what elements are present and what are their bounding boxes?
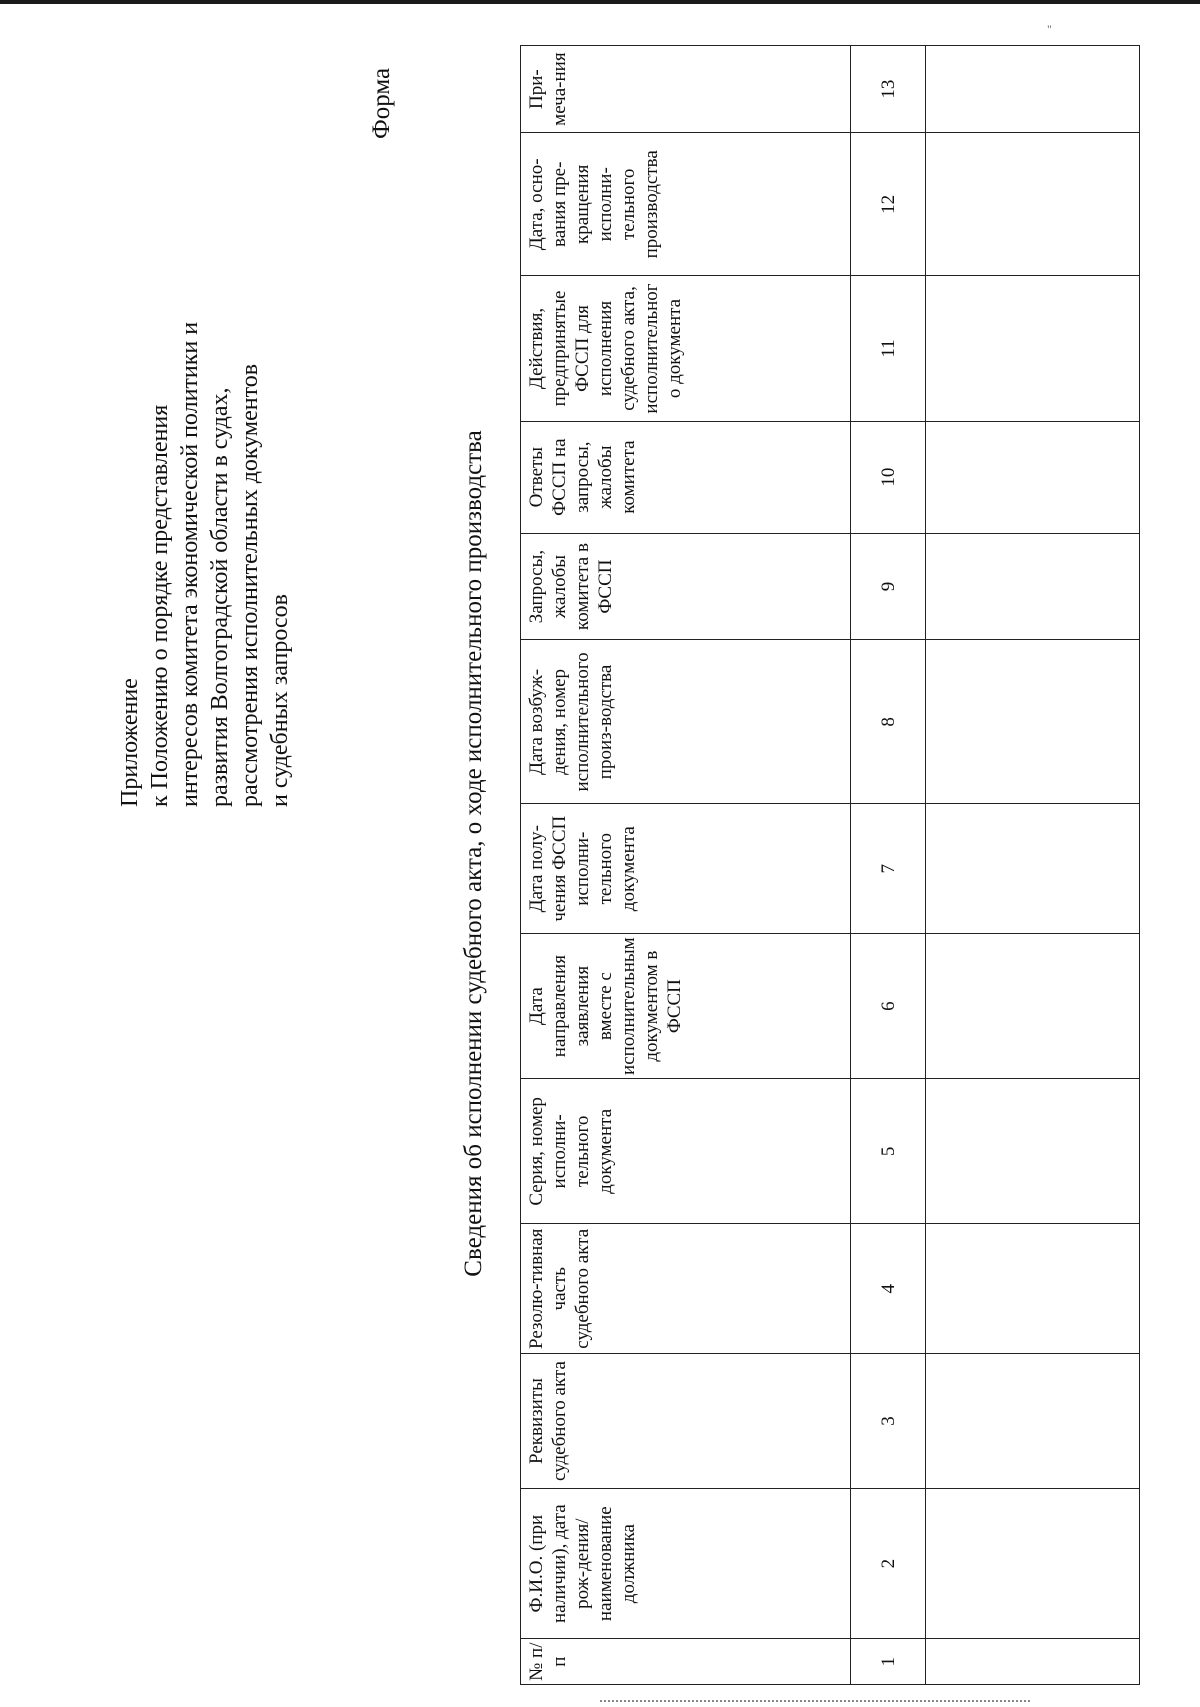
header-cell: Серия, номер исполни-тельного документа bbox=[521, 1079, 851, 1224]
empty-cell bbox=[926, 1639, 1140, 1685]
execution-register-table bbox=[520, 45, 1140, 1685]
header-cell: Реквизиты судебного акта bbox=[521, 1354, 851, 1489]
header-cell: Ответы ФССП на запросы, жалобы комитета bbox=[521, 421, 851, 533]
column-number-cell: 4 bbox=[851, 1224, 926, 1354]
empty-cell bbox=[926, 46, 1140, 133]
empty-cell bbox=[926, 934, 1140, 1079]
form-label: Форма bbox=[368, 67, 395, 139]
empty-cell bbox=[926, 1079, 1140, 1224]
empty-cell bbox=[926, 533, 1140, 640]
scan-mark: " bbox=[1047, 22, 1052, 36]
header-cell: Действия, предпринятые ФССП для исполнения судебного акта, исполнительного документа bbox=[521, 276, 851, 421]
column-number-cell: 2 bbox=[851, 1488, 926, 1638]
empty-cell bbox=[926, 133, 1140, 276]
empty-cell bbox=[926, 804, 1140, 934]
column-number-cell: 13 bbox=[851, 46, 926, 133]
document-title: Сведения об исполнении судебного акта, о ходе исполнительного производства bbox=[460, 430, 487, 1277]
appendix-line: и судебных запросов bbox=[267, 594, 293, 807]
column-number-cell: 3 bbox=[851, 1354, 926, 1489]
column-number-cell: 11 bbox=[851, 276, 926, 421]
header-row bbox=[521, 46, 851, 1685]
column-number-cell: 10 bbox=[851, 421, 926, 533]
header-cell: При-меча-ния bbox=[521, 46, 851, 133]
appendix-line: развития Волгоградской области в судах, bbox=[207, 387, 233, 807]
appendix-line: Приложение bbox=[117, 678, 143, 807]
column-number-cell: 8 bbox=[851, 640, 926, 804]
header-cell: Запросы, жалобы комитета в ФССП bbox=[521, 533, 851, 640]
header-cell: Резолю-тивная часть судебного акта bbox=[521, 1224, 851, 1354]
empty-cell bbox=[926, 1224, 1140, 1354]
empty-data-row bbox=[926, 46, 1140, 1685]
appendix-line: рассмотрения исполнительных документов bbox=[237, 363, 263, 807]
appendix-block bbox=[115, 27, 295, 807]
header-cell: Дата полу-чения ФССП исполни-тельного документа bbox=[521, 804, 851, 934]
header-cell: Дата направления заявления вместе с исполнительным документом в ФССП bbox=[521, 934, 851, 1079]
column-number-row bbox=[851, 46, 926, 1685]
header-cell: Дата, осно-вания пре-кращения исполни-тельного производства bbox=[521, 133, 851, 276]
empty-cell bbox=[926, 276, 1140, 421]
header-cell: Ф.И.О. (при наличии), дата рож-дения/наименование должника bbox=[521, 1488, 851, 1638]
empty-cell bbox=[926, 640, 1140, 804]
column-number-cell: 6 bbox=[851, 934, 926, 1079]
column-number-cell: 1 bbox=[851, 1639, 926, 1685]
header-cell: № п/п bbox=[521, 1639, 851, 1685]
column-number-cell: 5 bbox=[851, 1079, 926, 1224]
appendix-line: интересов комитета экономической политики и bbox=[177, 321, 203, 807]
column-number-cell: 9 bbox=[851, 533, 926, 640]
column-number-cell: 12 bbox=[851, 133, 926, 276]
empty-cell bbox=[926, 1488, 1140, 1638]
header-cell: Дата возбуж-дения, номер исполнительного произ-водства bbox=[521, 640, 851, 804]
empty-cell bbox=[926, 1354, 1140, 1489]
column-number-cell: 7 bbox=[851, 804, 926, 934]
empty-cell bbox=[926, 421, 1140, 533]
appendix-line: к Положению о порядке представления bbox=[147, 404, 173, 807]
